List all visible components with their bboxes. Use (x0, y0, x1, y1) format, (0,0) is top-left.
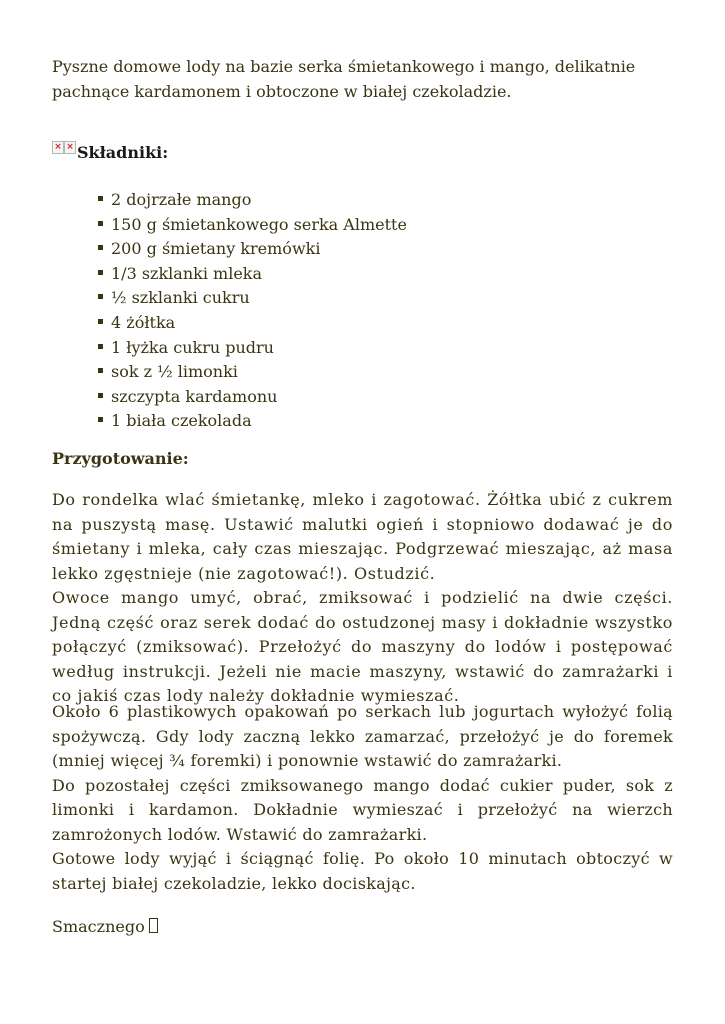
list-item: 2 dojrzałe mango (98, 188, 407, 213)
preparation-text: Do rondelka wlać śmietankę, mleko i zagotować. Żółtka ubić z cukrem na puszystą masę. Ustawić malutki ogień i stopniowo dodawać je do śmietany i mleka, cały czas mieszając. Podgrzewać mieszając, aż masa lekko zgęstnieje (nie zagotować!). Ostudzić. (52, 490, 673, 583)
list-item: 4 żółtka (98, 311, 407, 336)
list-item: 1/3 szklanki mleka (98, 262, 407, 287)
preparation-text: Do pozostałej części zmiksowanego mango dodać cukier puder, sok z limonki i kardamon. Dokładnie wymieszać i przełożyć na wierzch zamrożonych lodów. Wstawić do zamrażarki. (52, 775, 673, 844)
list-item: szczypta kardamonu (98, 385, 407, 410)
missing-glyph-icon (149, 918, 158, 933)
ingredients-heading (52, 143, 168, 162)
preparation-text: Około 6 plastikowych opakowań po serkach lub jogurtach wyłożyć folią spożywczą. Gdy lody zaczną lekko zamarzać, przełożyć je do foremek (mniej więcej ¾ foremki) i ponownie wstawić do zamrażarki. (52, 702, 673, 770)
broken-image-icon: × × (52, 141, 76, 154)
ingredients-heading-label: Składniki: (77, 143, 169, 162)
list-item: 200 g śmietany kremówki (98, 237, 407, 262)
list-item: 150 g śmietankowego serka Almette (98, 213, 407, 238)
closing-line (52, 915, 158, 940)
preparation-heading: Przygotowanie: (52, 449, 189, 468)
preparation-text: Gotowe lody wyjąć i ściągnąć folię. Po około 10 minutach obtoczyć w startej białej czekoladzie, lekko dociskając. (52, 849, 673, 893)
preparation-paragraph-2 (52, 700, 673, 896)
list-item: 1 biała czekolada (98, 409, 407, 434)
list-item: 1 łyżka cukru pudru (98, 336, 407, 361)
closing-text: Smacznego (52, 917, 145, 936)
list-item: sok z ½ limonki (98, 360, 407, 385)
intro-text: Pyszne domowe lody na bazie serka śmietankowego i mango, delikatnie pachnące kardamonem i obtoczone w białej czekoladzie. (52, 57, 636, 101)
preparation-text: Owoce mango umyć, obrać, zmiksować i podzielić na dwie części. Jedną część oraz serek dodać do ostudzonej masy i dokładnie wszystko połączyć (zmiksować). Przełożyć do maszyny do lodów i postępować według instrukcji. Jeżeli nie macie maszyny, wstawić do zamrażarki i co jakiś czas lody należy dokładnie wymieszać. (52, 588, 673, 705)
preparation-paragraph-1 (52, 488, 673, 709)
list-item: ½ szklanki cukru (98, 286, 407, 311)
ingredients-list (98, 188, 407, 434)
